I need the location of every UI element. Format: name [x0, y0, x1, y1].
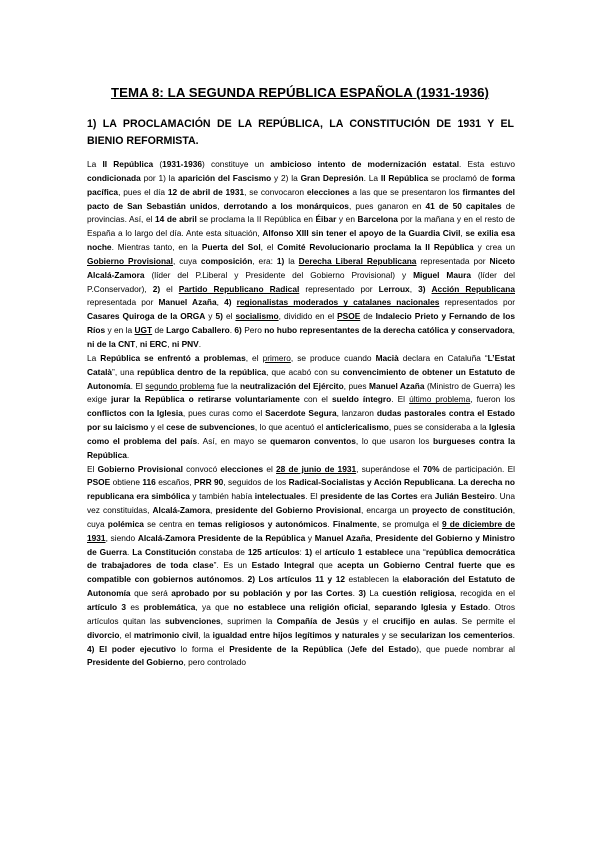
text-span: , pues: [343, 380, 370, 391]
text-span: , se convocaron: [244, 186, 307, 197]
bold-text: Presidente del Gobierno: [87, 657, 184, 668]
bold-text: 3): [358, 588, 366, 599]
text-span: , lanzaron: [336, 408, 377, 419]
text-span: obtiene: [110, 477, 143, 488]
bold-text: cuestión religiosa: [382, 588, 455, 599]
paragraph-problemas: [87, 352, 515, 463]
text-span: representada por: [87, 297, 159, 308]
bold-text: convencimiento de obtener un Estatuto de Autonomía: [87, 366, 515, 391]
page-title: TEMA 8: LA SEGUNDA REPÚBLICA ESPAÑOLA (1931-1936): [110, 85, 490, 100]
bold-text: Los artículos 11 y 12: [258, 574, 345, 585]
text-span: escaños,: [155, 477, 195, 488]
bold-text: ni de la CNT: [87, 338, 136, 349]
bold-text: quemaron conventos: [270, 435, 356, 446]
bold-text: Compañía de Jesús: [276, 615, 360, 626]
text-span: :: [299, 546, 305, 557]
bold-text: Jefe del Estado: [350, 643, 417, 654]
text-span: y en: [336, 214, 358, 225]
bold-text: 1): [276, 255, 285, 266]
text-span: , el: [260, 242, 278, 253]
text-span: declara en Cataluña “: [398, 352, 488, 363]
text-span: el: [160, 283, 179, 294]
text-span: , ya que: [195, 602, 234, 612]
bold-text: igualdad entre hijos legítimos y naturales: [212, 629, 380, 640]
document-body: [87, 158, 515, 670]
text-span: (: [153, 159, 163, 169]
paragraph-constitucion: [87, 463, 515, 671]
bold-text: Barcelona: [357, 214, 398, 225]
bold-text: Alfonso XIII sin tener el apoyo de la Guardia Civil: [262, 228, 461, 239]
bold-text: secularizan los cementerios: [400, 629, 513, 640]
bold-text: Niceto Alcalá-Zamora: [87, 255, 515, 280]
text-span: y crea un: [473, 242, 516, 253]
text-span: La: [365, 588, 383, 599]
bold-text: 1931-1936: [162, 159, 203, 169]
text-span: , fueron los: [470, 394, 516, 405]
text-span: . La: [363, 172, 381, 183]
bold-text: composición: [200, 255, 253, 266]
bold-text: ni ERC: [139, 338, 168, 349]
text-span: y se: [379, 629, 401, 640]
bold-underlined-text: Gobierno Provisional: [87, 255, 173, 266]
bold-text: Casares Quiroga de la ORGA: [87, 311, 206, 322]
bold-underlined-text: Derecha Liberal Republicana: [298, 255, 417, 266]
text-span: .: [198, 338, 202, 349]
text-span: ,: [370, 532, 376, 543]
text-span: , el: [119, 629, 134, 640]
text-span: , siendo: [105, 532, 138, 543]
text-span: de: [360, 311, 376, 322]
text-span: ”, una: [112, 366, 138, 377]
underlined-text: último problema: [409, 394, 471, 405]
text-span: ) constituye un: [202, 159, 271, 169]
text-span: (Ministro de Guerra) les exige: [87, 380, 515, 405]
text-span: .: [453, 477, 459, 488]
bold-text: Lerroux: [378, 283, 410, 294]
text-span: representada por: [416, 255, 490, 266]
text-span: . Mientras tanto, en la: [111, 242, 202, 253]
bold-text: La derecha no republicana era simbólica: [87, 477, 516, 502]
bold-underlined-text: UGT: [134, 325, 153, 336]
text-span: , recogida en el: [454, 588, 516, 599]
bold-text: 5): [215, 311, 223, 322]
bold-text: Comité Revolucionario proclama la II República: [277, 242, 474, 253]
bold-text: Largo Caballero: [166, 325, 230, 336]
bold-text: ambicioso intento de modernización estatal: [270, 159, 460, 169]
bold-text: Estado Integral: [251, 560, 315, 571]
text-span: . El: [391, 394, 410, 405]
text-span: por la mañana y en el resto de España a lo largo del día. Ante esta situación,: [87, 214, 515, 239]
bold-text: 2): [247, 574, 256, 585]
bold-text: presidente del Gobierno Provisional: [215, 505, 361, 516]
bold-text: divorcio: [87, 629, 120, 640]
bold-text: 14 de abril: [155, 214, 197, 225]
text-span: y el: [148, 422, 167, 433]
text-span: por 1) la: [140, 172, 178, 183]
text-span: ”. Es un: [213, 560, 252, 571]
bold-text: 70%: [422, 463, 440, 474]
bold-text: 1): [304, 546, 313, 557]
text-span: , cuya: [173, 255, 201, 266]
bold-text: problemática: [143, 602, 196, 612]
bold-underlined-text: Acción Republicana: [431, 283, 515, 294]
bold-text: Radical-Socialistas y Acción Republicana: [288, 477, 454, 488]
bold-text: aprobado por su población y por las Cortes: [171, 588, 353, 599]
bold-text: 4): [224, 297, 232, 308]
text-span: establecen la: [345, 574, 403, 585]
text-span: ,: [216, 297, 225, 308]
text-span: de participación. El: [439, 463, 515, 474]
text-span: , suprimen la: [220, 615, 277, 626]
bold-text: separando Iglesia y Estado: [374, 602, 488, 612]
text-span: , encarga un: [360, 505, 412, 516]
text-span: , lo que acentuó el: [254, 422, 326, 433]
bold-text: Sacerdote Segura: [265, 408, 337, 419]
bold-text: Manuel Azaña: [369, 380, 425, 391]
bold-text: Gobierno Provisional: [97, 463, 183, 474]
bold-text: II República: [380, 172, 429, 183]
text-span: convocó: [182, 463, 221, 474]
bold-text: conflictos con la Iglesia: [87, 408, 183, 419]
text-span: , pues el día: [118, 186, 168, 197]
bold-text: Macià: [375, 352, 399, 363]
bold-text: Puerta del Sol: [201, 242, 261, 253]
bold-text: El poder ejecutivo: [99, 643, 176, 654]
bold-text: Presidente de la República: [229, 643, 343, 654]
text-span: La: [87, 159, 103, 169]
text-span: , el: [245, 352, 263, 363]
bold-text: condicionada: [87, 172, 141, 183]
bold-text: Presidente del Gobierno y Ministro de Guerra: [87, 532, 516, 557]
text-span: (líder del P.Liberal y Presidente del Gobierno Provisional) y: [144, 269, 414, 280]
text-span: , seguidos de los: [223, 477, 289, 488]
bold-text: aparición del Fascismo: [177, 172, 272, 183]
text-span: , se produce cuando: [290, 352, 376, 363]
bold-text: polémica: [107, 518, 144, 529]
text-span: ), que puede nombrar al: [416, 643, 516, 654]
text-span: , se promulga el: [376, 518, 442, 529]
text-span: , lo que usaron los: [355, 435, 434, 446]
text-span: y en la: [105, 325, 135, 336]
bold-text: L’Estat Català: [87, 352, 515, 377]
text-span: ,: [460, 228, 466, 239]
text-span: , cuya: [87, 505, 516, 529]
text-span: (líder del P.Conservador),: [87, 269, 515, 294]
text-span: que será: [130, 588, 172, 599]
bold-text: intelectuales: [254, 491, 306, 502]
bold-text: 4): [87, 643, 95, 654]
bold-underlined-text: 28 de junio de 1931: [276, 463, 357, 474]
bold-text: subvenciones: [164, 615, 221, 626]
text-span: representados por: [439, 297, 516, 308]
bold-text: neutralización del Ejército: [239, 380, 344, 391]
bold-text: Gran Depresión: [300, 172, 364, 183]
text-span: se proclamó de: [428, 172, 492, 183]
text-span: . El: [130, 380, 146, 391]
bold-text: derrotando a los monárquicos: [223, 200, 349, 211]
bold-text: II República: [102, 159, 154, 169]
text-span: una “: [403, 546, 426, 557]
text-span: se proclama la II República en: [196, 214, 316, 225]
text-span: .: [512, 629, 515, 640]
text-span: , pero controlado: [183, 657, 247, 668]
text-span: , era:: [252, 255, 277, 266]
bold-text: 125 artículos: [247, 546, 300, 557]
bold-text: 116: [142, 477, 156, 488]
text-span: Pero: [241, 325, 265, 336]
bold-text: sueldo íntegro: [331, 394, 392, 405]
bold-text: PRR 90: [194, 477, 224, 488]
text-span: .: [126, 449, 130, 460]
bold-underlined-text: 9 de diciembre de 1931: [87, 518, 515, 543]
bold-text: elecciones: [220, 463, 264, 474]
underlined-text: primero: [262, 352, 291, 363]
bold-text: elaboración del Estatuto de Autonomía: [87, 574, 516, 599]
text-span: se centra en: [143, 518, 198, 529]
text-span: ,: [210, 505, 216, 516]
text-span: ,: [217, 200, 224, 211]
bold-underlined-text: Partido Republicano Radical: [178, 283, 300, 294]
text-span: . Esta estuvo: [459, 159, 515, 169]
bold-text: forma pacífica: [87, 172, 516, 197]
bold-text: burgueses contra la República: [87, 435, 515, 460]
bold-text: Finalmente: [332, 518, 377, 529]
text-span: y también había: [189, 491, 255, 502]
bold-text: elecciones: [306, 186, 350, 197]
text-span: . Se permite el: [455, 615, 515, 626]
text-span: ,: [367, 602, 375, 612]
bold-text: 3): [418, 283, 426, 294]
bold-text: república democrática de trabajadores de toda clase: [87, 546, 515, 571]
text-span: a las que se presentaron los: [349, 186, 463, 197]
bold-text: Julián Besteiro: [434, 491, 495, 502]
text-span: y: [205, 311, 216, 322]
text-span: lo forma el: [175, 643, 230, 654]
bold-text: PSOE: [87, 477, 111, 488]
text-span: , la: [198, 629, 213, 640]
text-span: .: [352, 588, 359, 599]
text-span: ,: [167, 338, 172, 349]
text-span: la: [284, 255, 299, 266]
text-span: el: [312, 546, 325, 557]
bold-text: jurar la República o retirarse voluntariamente: [111, 394, 300, 405]
bold-text: artículo 3: [87, 602, 127, 612]
bold-underlined-text: regionalistas moderados y catalanes nacionales: [236, 297, 440, 308]
bold-text: acepta un Gobierno Central fuerte que es compatible con gobiernos autónomos: [87, 560, 515, 585]
bold-text: dudas pastorales contra el Estado por su laicismo: [87, 408, 516, 433]
text-span: , dividido en el: [278, 311, 338, 322]
text-span: con el: [299, 394, 332, 405]
bold-text: 41 de 50 capitales: [425, 200, 502, 211]
text-span: y: [305, 532, 315, 543]
bold-text: Miguel Maura: [413, 269, 471, 280]
text-span: .: [229, 325, 235, 336]
underlined-text: segundo problema: [145, 380, 215, 391]
text-span: ,: [135, 338, 140, 349]
bold-text: proyecto de constitución: [411, 505, 513, 516]
text-span: de provincias. Así, el: [87, 200, 516, 225]
bold-underlined-text: PSOE: [337, 311, 361, 322]
text-span: , pues ganaron en: [348, 200, 426, 211]
text-span: .: [241, 574, 248, 585]
bold-text: no hubo representantes de la derecha católica y conservadora: [264, 325, 513, 336]
text-span: fue la: [214, 380, 240, 391]
text-span: .: [127, 546, 133, 557]
text-span: , que acabó con su: [266, 366, 343, 377]
text-span: y el: [359, 615, 383, 626]
text-span: el: [263, 463, 277, 474]
text-span: ,: [512, 325, 515, 336]
text-span: . Una vez constituidas,: [87, 491, 515, 516]
text-span: (: [342, 643, 351, 654]
bold-text: Éibar: [315, 214, 337, 225]
bold-text: se exilia esa noche: [87, 228, 515, 253]
text-span: , pues se consideraba a la: [388, 422, 490, 433]
bold-text: anticlericalismo: [325, 422, 389, 433]
bold-text: 6): [234, 325, 242, 336]
bold-text: 12 de abril de 1931: [167, 186, 245, 197]
bold-text: artículo 1: [324, 546, 363, 557]
bold-text: Manuel Azaña: [158, 297, 217, 308]
bold-text: no establece una religión oficial: [233, 602, 368, 612]
bold-text: Indalecio Prieto y Fernando de los Ríos: [87, 311, 515, 336]
bold-text: firmantes del pacto de San Sebastián unidos: [87, 186, 515, 211]
bold-underlined-text: socialismo: [235, 311, 279, 322]
bold-text: crucifijo en aulas: [382, 615, 456, 626]
text-span: y 2) la: [271, 172, 301, 183]
bold-text: Alcalá-Zamora Presidente de la República: [137, 532, 306, 543]
paragraph-gobierno-provisional: [87, 158, 515, 352]
text-span: ,: [409, 283, 419, 294]
text-span: .: [327, 518, 333, 529]
text-span: , superándose el: [356, 463, 423, 474]
text-span: constaba de: [195, 546, 248, 557]
bold-text: matrimonio civil: [133, 629, 199, 640]
bold-text: presidente de las Cortes: [320, 491, 418, 502]
bold-text: Iglesia como el problema del país: [87, 422, 515, 446]
text-span: El: [87, 463, 98, 474]
bold-text: Manuel Azaña: [314, 532, 371, 543]
bold-text: república dentro de la república: [137, 366, 267, 377]
text-span: , pues curas como el: [182, 408, 266, 419]
text-span: de: [152, 325, 167, 336]
text-span: que: [314, 560, 338, 571]
text-span: era: [417, 491, 435, 502]
bold-text: establece: [365, 546, 404, 557]
bold-text: ni PNV: [171, 338, 199, 349]
section-heading: 1) LA PROCLAMACIÓN DE LA REPÚBLICA, LA CONSTITUCIÓN DE 1931 Y EL BIENIO REFORMISTA.: [87, 118, 514, 147]
text-span: el: [222, 311, 236, 322]
bold-text: temas religiosos y autonómicos: [197, 518, 328, 529]
bold-text: Alcalá-Zamora: [152, 505, 211, 516]
bold-text: República se enfrentó a problemas: [100, 352, 246, 363]
text-span: . Otros artículos quitan las: [87, 602, 515, 626]
text-span: es: [126, 602, 144, 612]
text-span: . Así, en mayo se: [197, 435, 271, 446]
text-span: . El: [305, 491, 321, 502]
bold-text: cese de subvenciones: [166, 422, 255, 433]
text-span: La: [87, 352, 101, 363]
text-span: representado por: [299, 283, 379, 294]
bold-text: La Constitución: [132, 546, 196, 557]
bold-text: 2): [152, 283, 161, 294]
